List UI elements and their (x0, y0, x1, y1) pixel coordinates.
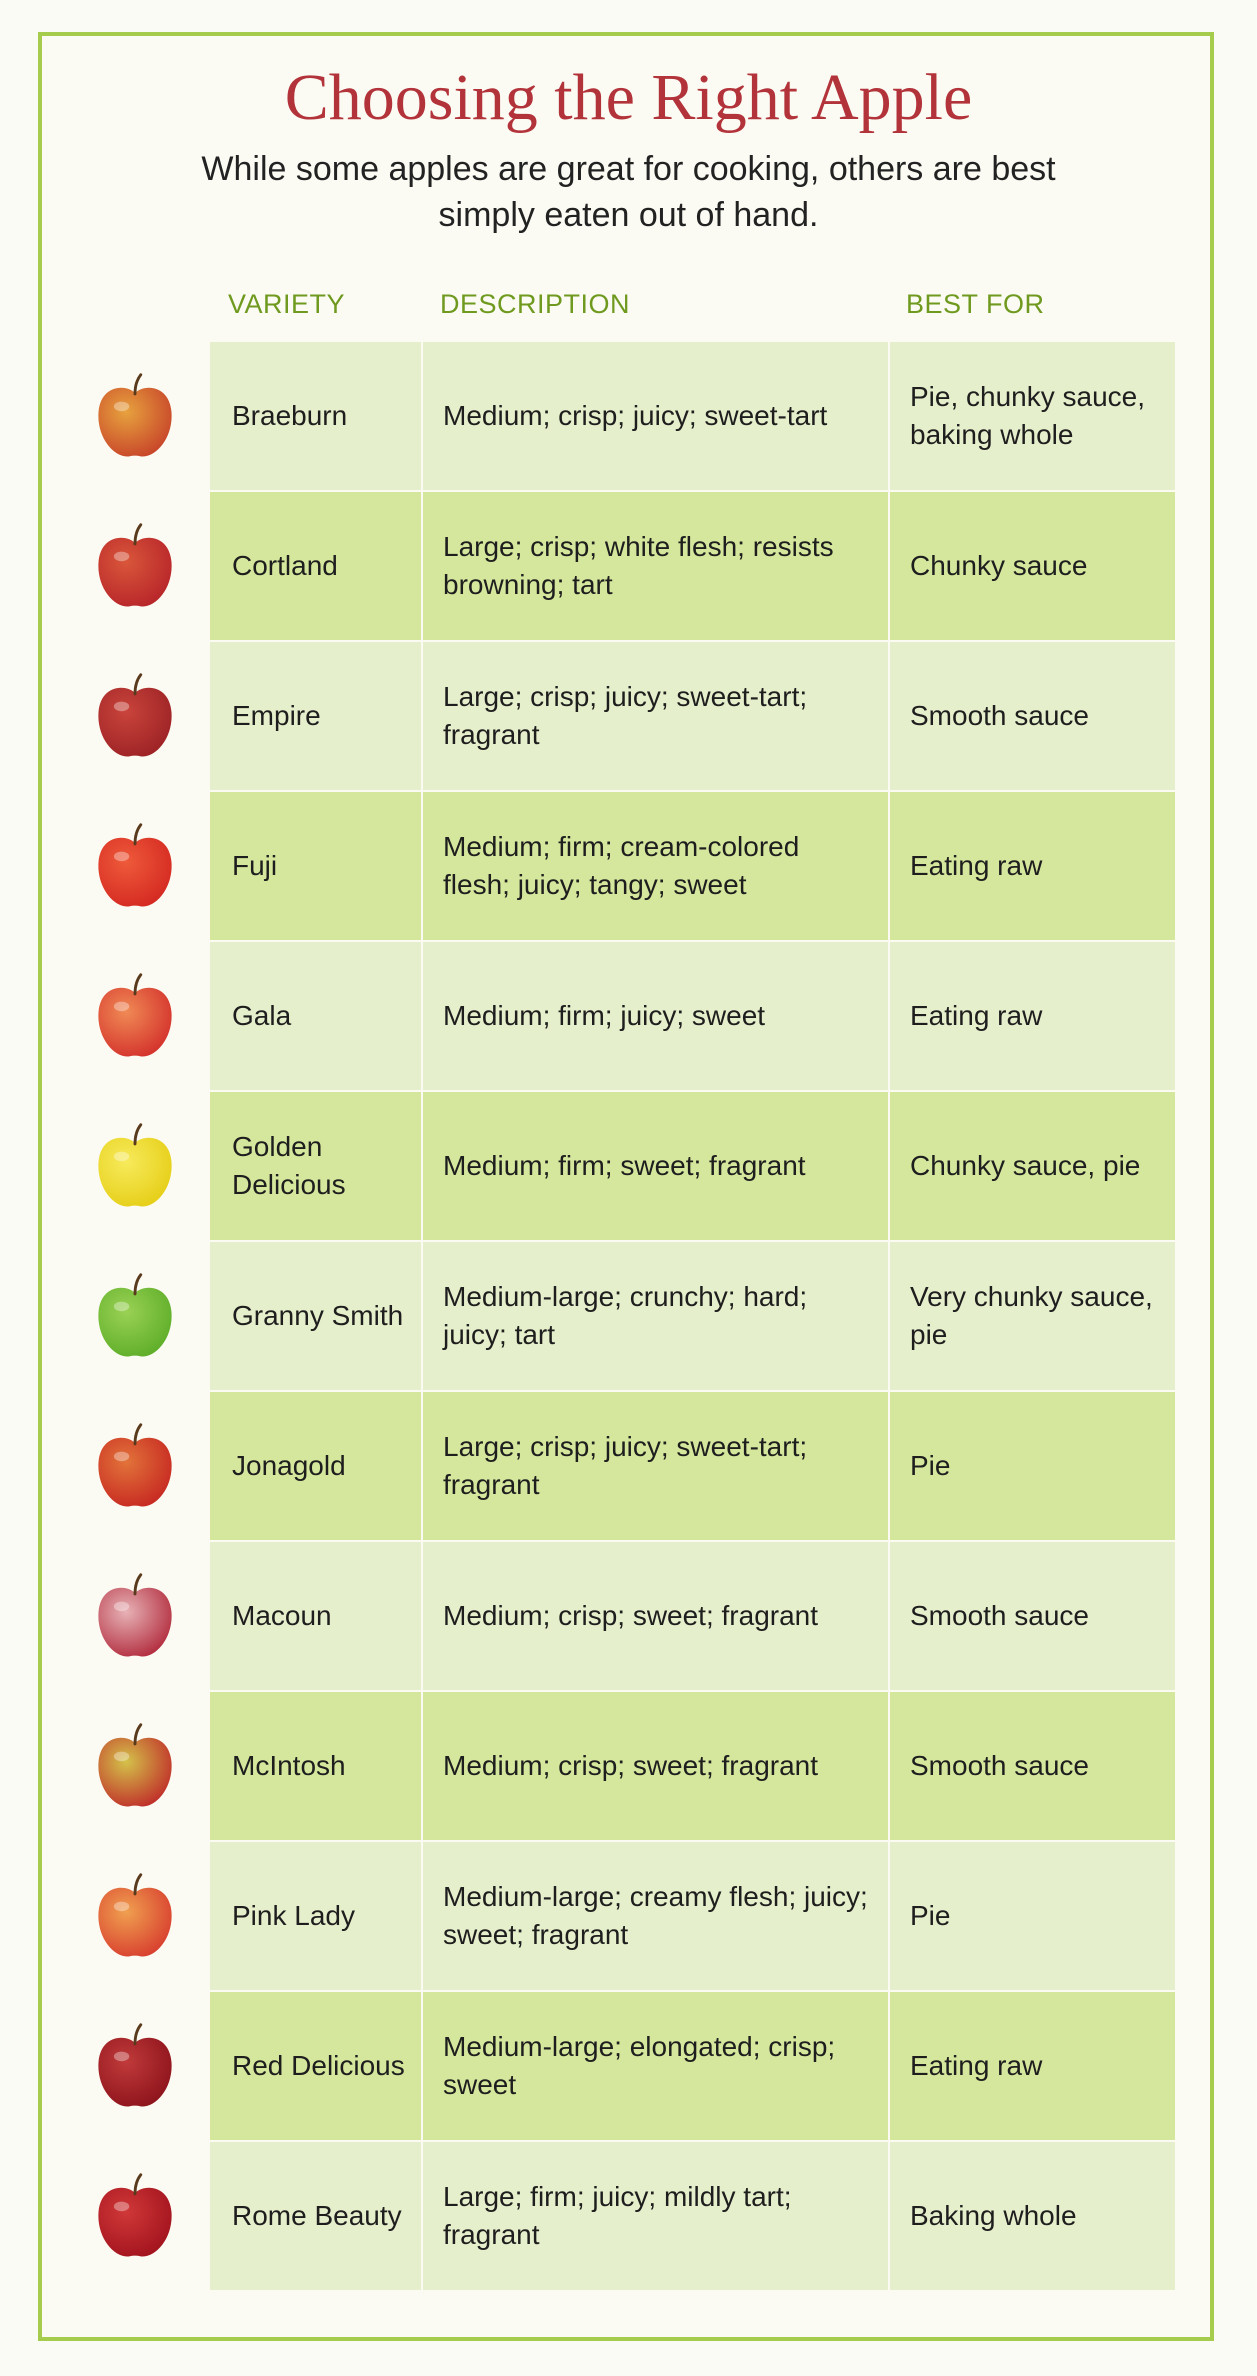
gala-apple-icon (87, 968, 183, 1064)
description-cell-text: Large; crisp; white flesh; resists browning; tart (443, 531, 834, 600)
apple-slot (60, 1092, 210, 1240)
table-row (210, 1242, 1175, 1390)
variety-cell (210, 792, 421, 940)
header-variety: VARIETY (228, 289, 346, 319)
golden-delicious-apple-icon (87, 1118, 183, 1214)
best-for-cell (890, 1992, 1175, 2140)
description-cell-text: Medium-large; creamy flesh; juicy; sweet; fragrant (443, 1881, 868, 1950)
best-for-cell-text: Eating raw (910, 1000, 1043, 1031)
best-for-cell-text: Pie, chunky sauce, baking whole (910, 381, 1146, 450)
best-for-cell-text: Eating raw (910, 2050, 1043, 2081)
apple-slot (60, 792, 210, 940)
table-row (210, 342, 1175, 490)
page-title: Choosing the Right Apple (284, 61, 973, 134)
description-cell (423, 342, 888, 490)
best-for-cell-text: Smooth sauce (910, 1600, 1089, 1631)
apple-slot (60, 1542, 210, 1690)
variety-cell-text: Jonagold (232, 1450, 346, 1481)
table-row (210, 1992, 1175, 2140)
description-cell (423, 1242, 888, 1390)
table-row (210, 942, 1175, 1090)
best-for-cell-text: Very chunky sauce, pie (910, 1281, 1153, 1350)
description-cell-text: Large; crisp; juicy; sweet-tart; fragrant (443, 1431, 808, 1500)
variety-cell-text: Pink Lady (232, 1900, 355, 1931)
best-for-cell (890, 492, 1175, 640)
variety-cell (210, 1092, 421, 1240)
mcintosh-apple-icon (87, 1718, 183, 1814)
best-for-cell-text: Smooth sauce (910, 700, 1089, 731)
apple-slot (60, 1992, 210, 2140)
cortland-apple-icon (87, 518, 183, 614)
variety-cell-text: Cortland (232, 550, 338, 581)
description-cell (423, 792, 888, 940)
description-cell (423, 1692, 888, 1840)
apple-table (210, 342, 1175, 2292)
description-cell (423, 1992, 888, 2140)
fuji-apple-icon (87, 818, 183, 914)
variety-cell (210, 1242, 421, 1390)
apple-slot (60, 1842, 210, 1990)
variety-cell (210, 342, 421, 490)
variety-cell-text: Braeburn (232, 400, 348, 431)
description-cell (423, 642, 888, 790)
best-for-cell-text: Chunky sauce (910, 550, 1088, 581)
description-cell-text: Medium-large; elongated; crisp; sweet (443, 2031, 836, 2100)
variety-cell-text: Fuji (232, 850, 278, 881)
variety-cell-text: Golden Delicious (232, 1131, 346, 1200)
header-description: DESCRIPTION (440, 289, 631, 319)
table-row (210, 2142, 1175, 2290)
apple-image-column (60, 342, 210, 2292)
variety-cell-text: Rome Beauty (232, 2200, 402, 2231)
table-row (210, 492, 1175, 640)
variety-cell-text: Gala (232, 1000, 292, 1031)
variety-cell (210, 642, 421, 790)
jonagold-apple-icon (87, 1418, 183, 1514)
macoun-apple-icon (87, 1568, 183, 1664)
variety-cell-text: Granny Smith (232, 1300, 404, 1331)
apple-slot (60, 642, 210, 790)
apple-slot (60, 1392, 210, 1540)
best-for-cell-text: Chunky sauce, pie (910, 1150, 1141, 1181)
description-cell (423, 1842, 888, 1990)
best-for-cell (890, 1242, 1175, 1390)
granny-smith-apple-icon (87, 1268, 183, 1364)
variety-cell-text: Empire (232, 700, 321, 731)
table-row (210, 1092, 1175, 1240)
variety-cell (210, 1542, 421, 1690)
best-for-cell (890, 1542, 1175, 1690)
description-cell (423, 1092, 888, 1240)
variety-cell (210, 1842, 421, 1990)
variety-cell (210, 1992, 421, 2140)
best-for-cell-text: Pie (910, 1900, 951, 1931)
pink-lady-apple-icon (87, 1868, 183, 1964)
best-for-cell-text: Baking whole (910, 2200, 1077, 2231)
apple-slot (60, 342, 210, 490)
table-row (210, 1692, 1175, 1840)
best-for-cell (890, 942, 1175, 1090)
rome-beauty-apple-icon (87, 2168, 183, 2264)
description-cell-text: Medium; firm; juicy; sweet (443, 1000, 766, 1031)
best-for-cell (890, 792, 1175, 940)
best-for-cell-text: Smooth sauce (910, 1750, 1089, 1781)
variety-cell (210, 942, 421, 1090)
table-row (210, 1842, 1175, 1990)
variety-cell (210, 492, 421, 640)
header-best-for: BEST FOR (906, 289, 1045, 319)
variety-cell (210, 2142, 421, 2290)
page-subtitle: While some apples are great for cooking, others are best simply eaten out of hand. (201, 150, 1056, 234)
variety-cell (210, 1392, 421, 1540)
best-for-cell-text: Pie (910, 1450, 951, 1481)
braeburn-apple-icon (87, 368, 183, 464)
description-cell (423, 2142, 888, 2290)
table-row (210, 792, 1175, 940)
variety-cell-text: McIntosh (232, 1750, 346, 1781)
description-cell-text: Large; firm; juicy; mildly tart; fragrant (443, 2181, 792, 2250)
empire-apple-icon (87, 668, 183, 764)
red-delicious-apple-icon (87, 2018, 183, 2114)
description-cell-text: Medium-large; crunchy; hard; juicy; tart (443, 1281, 808, 1350)
best-for-cell-text: Eating raw (910, 850, 1043, 881)
description-cell-text: Medium; crisp; juicy; sweet-tart (443, 400, 828, 431)
variety-cell (210, 1692, 421, 1840)
description-cell (423, 1392, 888, 1540)
apple-slot (60, 2142, 210, 2290)
table-row (210, 1542, 1175, 1690)
best-for-cell (890, 2142, 1175, 2290)
best-for-cell (890, 642, 1175, 790)
description-cell-text: Medium; crisp; sweet; fragrant (443, 1750, 819, 1781)
best-for-cell (890, 1692, 1175, 1840)
description-cell (423, 1542, 888, 1690)
description-cell-text: Medium; firm; cream-colored flesh; juicy; tangy; sweet (443, 831, 800, 900)
description-cell-text: Large; crisp; juicy; sweet-tart; fragrant (443, 681, 808, 750)
best-for-cell (890, 342, 1175, 490)
best-for-cell (890, 1392, 1175, 1540)
apple-slot (60, 1242, 210, 1390)
description-cell (423, 492, 888, 640)
best-for-cell (890, 1092, 1175, 1240)
variety-cell-text: Red Delicious (232, 2050, 405, 2081)
table-row (210, 1392, 1175, 1540)
variety-cell-text: Macoun (232, 1600, 332, 1631)
description-cell-text: Medium; crisp; sweet; fragrant (443, 1600, 819, 1631)
table-row (210, 642, 1175, 790)
description-cell (423, 942, 888, 1090)
apple-slot (60, 942, 210, 1090)
apple-slot (60, 492, 210, 640)
best-for-cell (890, 1842, 1175, 1990)
description-cell-text: Medium; firm; sweet; fragrant (443, 1150, 806, 1181)
apple-slot (60, 1692, 210, 1840)
